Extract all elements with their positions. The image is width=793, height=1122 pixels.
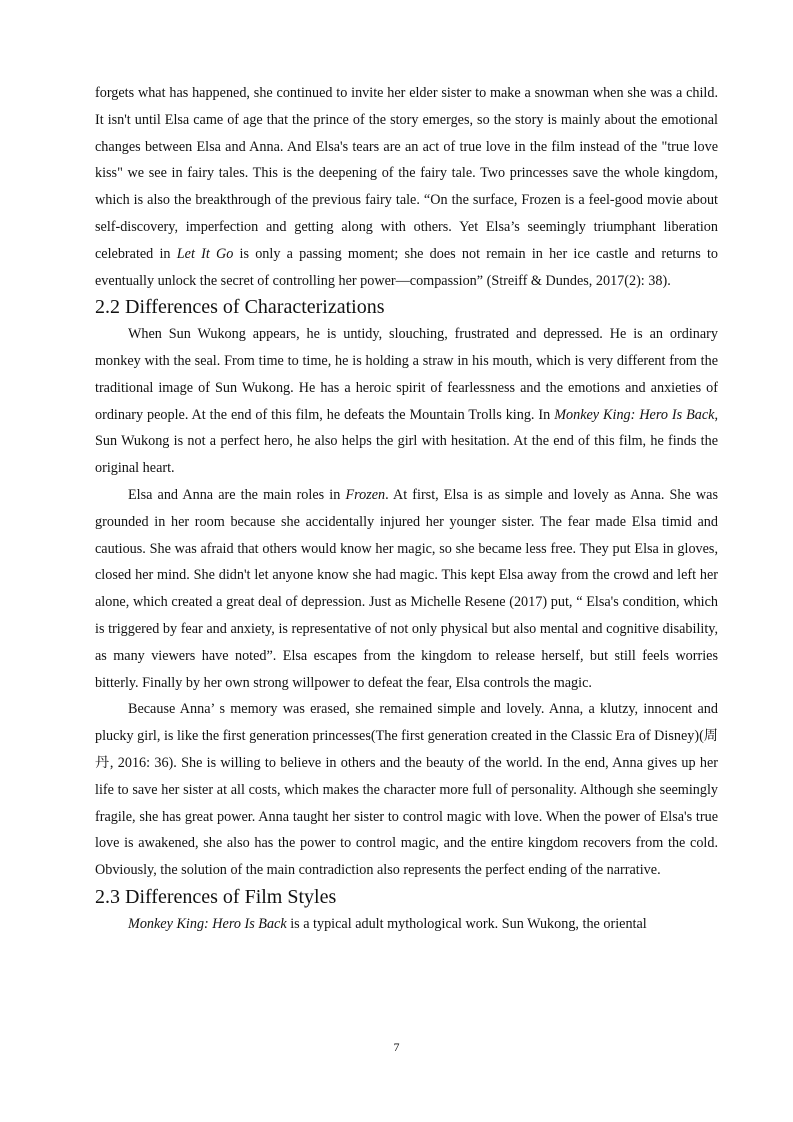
paragraph-anna: Because Anna’ s memory was erased, she remained simple and lovely. Anna, a klutzy, innocent and plucky girl, is like the first generation princesses(The first generation created in the Classic Era of Disney)(周丹, 2016: 36). She is willing to believe in others and the beauty of the world. In the end, Anna gives up her life to save her sister at all costs, which makes the character more full of personality. Although she seemingly fragile, she has great power. Anna taught her sister to control magic with love. When the power of Elsa's true love is awakened, she also has the power to control magic, and the entire kingdom recovers from the cold. Obviously, the solution of the main contradiction also represents the perfect ending of the narrative. <box>95 701 718 879</box>
film-title: Monkey King: Hero Is Back <box>128 915 287 932</box>
song-title: Let It Go <box>176 245 234 262</box>
paragraph-elsa <box>95 482 718 696</box>
page-body <box>95 80 718 938</box>
section-heading-film-styles: 2.3 Differences of Film Styles <box>95 885 337 908</box>
paragraph-text: is only a passing moment; she does not remain in her ice castle and returns to eventually unlock the secret of controlling her power—compassion” (Streiff & Dundes, 2017(2): 38). <box>95 245 718 289</box>
paragraph-text: Elsa and Anna are the main roles in <box>128 486 346 503</box>
paragraph-text: forgets what has happened, she continued to invite her elder sister to make a snowman when she was a child. It isn't until Elsa came of age that the prince of the story emerges, so the story is mainly about the emotional changes between Elsa and Anna. And Elsa's tears are an act of true love in the film instead of the "true love kiss" we see in fairy tales. This is the deepening of the fairy tale. Two princesses save the whole kingdom, which is also the breakthrough of the previous fairy tale. “On the surface, Frozen is a feel-good movie about self-discovery, imperfection and getting along with others. Yet Elsa’s seemingly triumphant liberation celebrated in <box>95 85 718 262</box>
film-title: Monkey King: Hero Is Back <box>554 406 715 423</box>
paragraph-text: , Sun Wukong is not a perfect hero, he also helps the girl with hesitation. At the end of this film, he finds the original heart. <box>95 406 718 477</box>
paragraph-text: . At first, Elsa is as simple and lovely as Anna. She was grounded in her room because she accidentally injured her younger sister. The fear made Elsa timid and cautious. She was afraid that others would know her magic, so she became less free. They put Elsa in gloves, closed her mind. She didn't let anyone know she had magic. This kept Elsa away from the crowd and left her alone, which created a great deal of depression. Just as Michelle Resene (2017) put, “ Elsa's condition, which is triggered by fear and anxiety, is representative of not only physical but also mental and cognitive disability, as many viewers have noted”. Elsa escapes from the kingdom to release herself, but still feels worries bitterly. Finally by her own strong willpower to defeat the fear, Elsa controls the magic. <box>95 486 719 691</box>
section-heading-characterizations: 2.2 Differences of Characterizations <box>95 296 385 319</box>
film-title: Frozen <box>345 486 386 503</box>
paragraph-sun-wukong <box>95 321 718 482</box>
paragraph-film-styles <box>95 911 718 938</box>
paragraph-text: is a typical adult mythological work. Sun Wukong, the oriental <box>286 915 647 932</box>
page-number: 7 <box>393 1040 400 1054</box>
paragraph-text: When Sun Wukong appears, he is untidy, slouching, frustrated and depressed. He is an ordinary monkey with the seal. From time to time, he is holding a straw in his mouth, which is very different from the traditional image of Sun Wukong. He has a heroic spirit of fearlessness and the emotions and anxieties of ordinary people. At the end of this film, he defeats the Mountain Trolls king. In <box>95 326 718 423</box>
paragraph-frozen-analysis <box>95 80 718 294</box>
